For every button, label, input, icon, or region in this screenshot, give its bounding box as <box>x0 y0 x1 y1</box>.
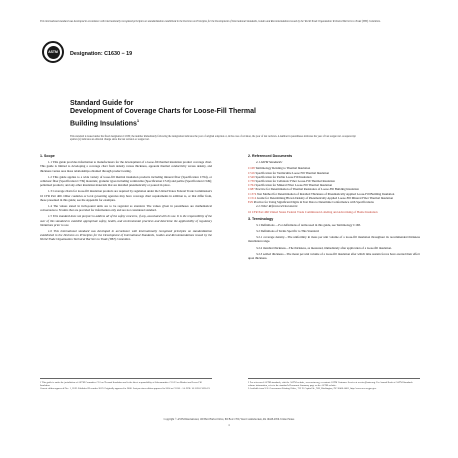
left-column <box>40 152 212 244</box>
designation-row <box>40 41 418 81</box>
other-reference[interactable]: 16 CFR Part 460 United States Federal Trade Commission Labeling and Advertising of Home Insulation <box>248 210 378 215</box>
section-heading-referenced-documents: 2. Referenced Documents <box>248 154 293 158</box>
astm-standards-subheading: 2.1 ASTM Standards: <box>256 160 283 165</box>
document-title <box>70 100 330 129</box>
page-number: 1 <box>228 423 230 427</box>
designation: Designation: C1630 − 19 <box>70 51 133 57</box>
reference-title: Specification for Perlite Loose Fill Insulation <box>255 174 312 179</box>
reference-code: C168 <box>248 166 255 171</box>
reference-code: E29 <box>248 200 253 205</box>
section-heading-terminology: 3. Terminology <box>248 216 274 221</box>
paragraph-1-3: 1.3 Coverage charts for loose-fill insulation products are required by regulation under the United States Federal Trade Commission's 16 CFR Part 460. Other countries or local governing agencies may have coverage chart requirements in addition to, or that differ from, those presented in this guide; see the Appendix for examples. <box>40 189 212 202</box>
footnote-2: Current edition approved Dec. 1, 2019. Published December 2019. Originally approved in 2006. Last previous edition approved in 2014 as C1630 − 14. DOI: 10.1520/C1630-19. <box>40 387 211 391</box>
logo-text: ASTM <box>47 46 60 59</box>
copyright-line: Copyright © ASTM International, 100 Barr Harbor Drive, PO Box C700, West Conshohocken, PA 19428-2959. United States <box>163 418 295 421</box>
right-column <box>248 152 420 262</box>
footnotes-left <box>40 378 212 390</box>
paragraph-3-1: 3.1 Definitions —For definitions of terms used in this guide, see Terminology C168. <box>256 222 361 227</box>
paragraph-3-2-2: 3.2.2 installed thickness—The thickness, as measured, immediately after application of a loose-fill insulation. <box>256 245 392 250</box>
reference-code: C549 <box>248 174 255 179</box>
reference-title: Test Method for Determination of Installed Thickness of Pneumatically Applied Loose-Fill Building Insulation <box>256 191 395 196</box>
paragraph-1-1: 1.1 This guide provides information to manufacturers for the development of a loose-fill thermal insulation product coverage chart. This guide is limited to developing a coverage chart from density versus thickness, apparent thermal conductivity versus density, and thickness versus area mass relationships obtained through product testing. <box>40 160 212 173</box>
astm-logo-icon <box>42 41 64 63</box>
header-notice: This international standard was developed in accordance with internationally recognized principles on standardization established in the Decision on Principles for the Development of International Standards, Guides and Recommendations issued by the World Trade Organization Technical Barriers to Trade (TBT) Committee. <box>40 20 381 23</box>
reference-code: C1514 <box>248 195 257 200</box>
reference-code: C1374 <box>248 191 257 196</box>
reference-title: Specification for Mineral Fiber Loose-Fill Thermal Insulation <box>255 183 333 188</box>
footnotes-right <box>248 378 420 390</box>
section-heading-scope: 1. Scope <box>40 154 55 158</box>
paragraph-1-6: 1.6 This international standard was developed in accordance with internationally recognized principles on standardization established in the Decision on Principles for the Development of International Standards, Guides and Recommendations issued by the World Trade Organization Technical Barriers to Trade (TBT) Committee. <box>40 229 212 242</box>
other-documents-subheading: 2.2 Other Referenced Documents: <box>256 204 299 209</box>
paragraph-3-2-1: 3.2.1 coverage density—The uniformity in mass per unit volume of a loose-fill insulation throughout its recommended thickness installation range. <box>248 235 420 244</box>
issue-note: This standard is issued under the fixed designation C1630; the number immediately following the designation indicates the year of original adoption or, in the case of revision, the year of last revision. A number in parentheses indicates the year of last reapproval. A superscript epsilon (ε) indicates an editorial change since the last revision or reapproval. <box>70 135 356 142</box>
reference-code: C516 <box>248 170 255 175</box>
paragraph-3-2: 3.2 Definitions of Terms Specific to This Standard: <box>256 229 320 234</box>
title-line-3: Building Insulations$^1$ <box>70 117 140 128</box>
reference-title: Guide for Determining Blown Density of Pneumatically Applied Loose-Fill Mineral Fiber Thermal Insulation <box>257 195 394 200</box>
footnote-4: 3 Available from U.S. Government Printing Office, 732 N. Capitol St., NW, Washington, DC 20401-0001, http://www.access.gpo.gov. <box>248 387 377 391</box>
footnote-3: 2 For referenced ASTM standards, visit the ASTM website, www.astm.org, or contact ASTM Customer Service at service@astm.org. For Annual Book of ASTM Standards volume information, refer to the standard's Document Summary page on the ASTM website. <box>248 381 413 388</box>
reference-code: C687 <box>248 187 255 192</box>
paragraph-1-2: 1.2 This guide applies to a wide variety of loose-fill thermal insulation products including mineral fiber (Specification C764), or cellulosic fiber (Specification C739) materials; granular types including vermiculite (Specification C516) and perlite (Specification C549); pelletized products; and any other insulation materials that are installed pneumatically or poured in place. <box>40 174 212 188</box>
paragraph-1-5: 1.5 This standard does not purport to address all of the safety concerns, if any, associated with its use. It is the responsibility of the user of this standard to establish appropriate safety, health, and environmental practices and determine the applicability of regulatory limitations prior to use. <box>40 214 212 227</box>
reference-title: Practice for Determination of Thermal Resistance of Loose-Fill Building Insulation <box>255 187 359 192</box>
paragraph-1-4: 1.4 The values stated in inch-pound units are to be regarded as standard. The values given in parentheses are mathematical conversions to SI units that are provided for information only and are not considered standard. <box>40 204 212 213</box>
reference-title: Specification for Cellulosic Fiber Loose-Fill Thermal Insulation <box>255 179 335 184</box>
reference-title: Specification for Vermiculite Loose Fill Thermal Insulation <box>255 170 330 175</box>
title-footnote-mark: 1 <box>136 117 140 123</box>
title-line-2: Development of Coverage Charts for Loose-Fill Thermal <box>70 108 256 116</box>
footnote-1: 1 This guide is under the jurisdiction of ASTM Committee C16 on Thermal Insulation and is the direct responsibility of Subcommittee C16.23 on Blanket and Loose Fill Insulation. <box>40 381 202 388</box>
reference-title: Practice for Using Significant Digits in Test Data to Determine Conformance with Specifications <box>253 200 374 205</box>
reference-title: Terminology Relating to Thermal Insulation <box>255 166 311 171</box>
reference-code: C739 <box>248 179 255 184</box>
reference-code: C764 <box>248 183 255 188</box>
paragraph-3-2-3: 3.2.3 settled thickness—The mean per unit volume of a loose-fill insulation after which time sustain forces have exerted their effect upon thickness. <box>248 251 420 261</box>
title-line-1: Standard Guide for <box>70 100 134 107</box>
reference-list <box>248 166 420 204</box>
